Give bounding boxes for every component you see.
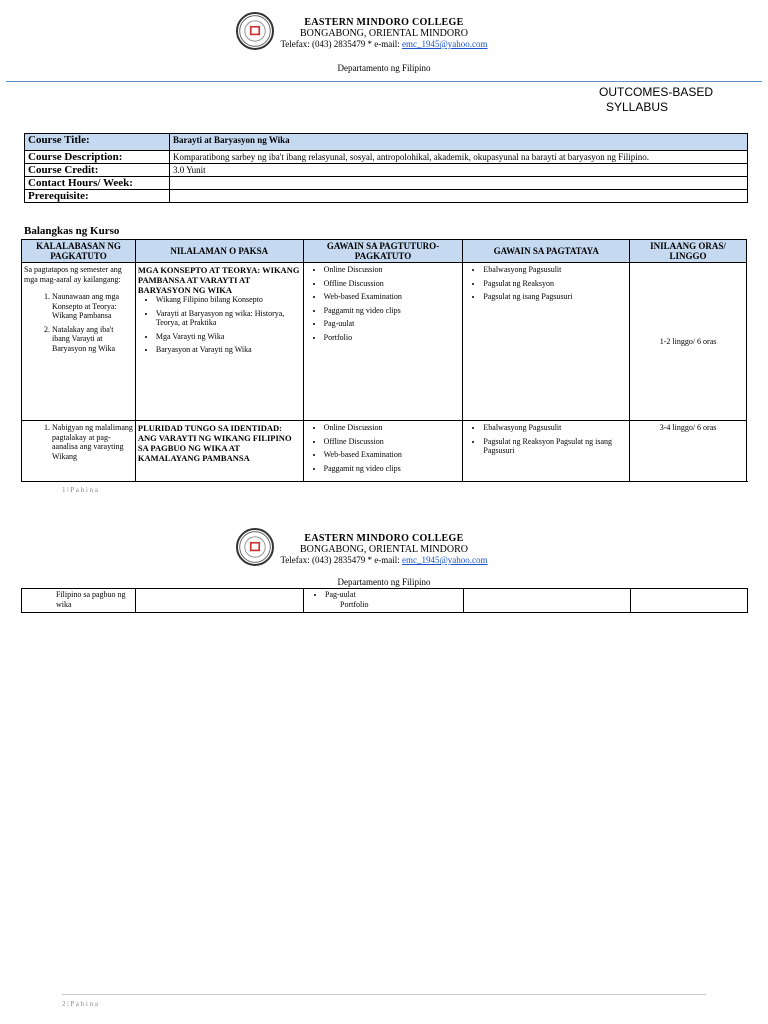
college-contact	[0, 555, 768, 566]
course-info-row	[25, 190, 748, 203]
assessment-cell	[464, 589, 631, 613]
outline-row	[22, 263, 747, 421]
activity-item: • Pag-uulat	[325, 590, 460, 600]
course-title-label: Course Title:	[25, 134, 170, 151]
contact-hours-value	[170, 177, 748, 190]
email-link[interactable]: emc_1945@yahoo.com	[402, 555, 488, 565]
telefax-text: Telefax: (043) 2835479 * e-mail:	[280, 555, 403, 565]
time-cell: 1-2 linggo/ 6 oras	[630, 263, 747, 421]
header-divider	[6, 81, 762, 82]
outline-row	[22, 421, 747, 483]
course-info-row	[25, 151, 748, 164]
outcome-item: 2. Natalakay ang iba't ibang Varayti at Baryasyon ng Wika	[52, 325, 133, 354]
topic-item: • Wikang Filipino bilang Konsepto	[156, 295, 301, 305]
prerequisite-label: Prerequisite:	[25, 190, 170, 203]
topic-item: • Baryasyon at Varayti ng Wika	[156, 345, 301, 355]
activity-item: • Offline Discussion	[324, 437, 461, 447]
assessment-cell	[463, 263, 630, 421]
syllabus-label-line1: OUTCOMES-BASED	[599, 85, 714, 99]
course-info-row	[25, 134, 748, 151]
course-description-label: Course Description:	[25, 151, 170, 164]
course-credit-label: Course Credit:	[25, 164, 170, 177]
course-info-table	[24, 133, 748, 203]
header-content: NILALAMAN O PAKSA	[135, 240, 303, 263]
activity-item: • Offline Discussion	[324, 279, 461, 289]
course-outline-table	[21, 239, 747, 482]
outcomes-cell	[22, 263, 136, 421]
header-teaching-activities: GAWAIN SA PAGTUTURO-PAGKATUTO	[303, 240, 463, 263]
continuation-table	[21, 588, 748, 613]
assessment-item: • Pagsulat ng Reaksyon Pagsulat ng isang Pagsusuri	[483, 437, 627, 456]
activity-item: Portfolio	[340, 600, 369, 609]
course-description-value: Komparatibong sarbey ng iba't ibang relasyunal, sosyal, antropolohikal, akademik, okupasyunal na barayti at baryasyon ng Filipino.	[170, 151, 748, 164]
topic-item: • Varayti at Baryasyon ng wika: Historya, Teorya, at Praktika	[156, 309, 301, 328]
topic-heading: MGA KONSEPTO AT TEORYA: WIKANG PAMBANSA AT VARAYTI AT BARYASYON NG WIKA	[137, 265, 300, 295]
outcomes-cell	[22, 421, 136, 483]
email-link[interactable]: emc_1945@yahoo.com	[402, 39, 488, 49]
college-contact	[0, 39, 768, 50]
department-name: Departamento ng Filipino	[337, 577, 431, 587]
content-cell	[135, 263, 303, 421]
college-address: BONGABONG, ORIENTAL MINDORO	[300, 544, 468, 555]
assessment-item: • Ebalwasyong Pagsusulit	[483, 265, 627, 275]
assessment-item: • Ebalwasyong Pagsusulit	[483, 423, 627, 433]
content-cell	[136, 589, 304, 613]
activities-cell	[304, 589, 464, 613]
course-title-value: Barayti at Baryasyon ng Wika	[170, 134, 748, 151]
header-outcomes: KALALABASAN NG PAGKATUTO	[22, 240, 136, 263]
assessment-item: • Pagsulat ng isang Pagsusuri	[483, 292, 627, 302]
course-credit-value: 3.0 Yunit	[170, 164, 748, 177]
outline-row	[22, 589, 748, 613]
header-assessment: GAWAIN SA PAGTATAYA	[463, 240, 630, 263]
page1-footer: 1 | P a h i n a	[62, 486, 98, 492]
college-name: EASTERN MINDORO COLLEGE	[304, 533, 464, 544]
telefax-text: Telefax: (043) 2835479 * e-mail:	[280, 39, 403, 49]
section-title: Balangkas ng Kurso	[24, 225, 120, 237]
activities-cell	[303, 421, 463, 483]
footer-divider	[62, 994, 706, 995]
activity-item: • Pag-uulat	[324, 319, 461, 329]
activity-item: • Portfolio	[324, 333, 461, 343]
department-name: Departamento ng Filipino	[337, 63, 431, 73]
topic-item: • Mga Varayti ng Wika	[156, 332, 301, 342]
outcome-intro: Sa pagtatapos ng semester ang mga mag-aaral ay kailangang:	[24, 265, 122, 284]
outcome-item: 1. Naunawaan ang mga Konsepto at Teorya: Wikang Pambansa	[52, 292, 133, 321]
time-cell: 3-4 linggo/ 6 oras	[630, 421, 747, 483]
table-bottom-border	[21, 481, 748, 482]
time-cell	[631, 589, 748, 613]
activity-item: • Paggamit ng video clips	[324, 464, 461, 474]
page2-footer: 2 | P a h i n a	[62, 1000, 98, 1008]
content-cell	[135, 421, 303, 483]
activity-item: • Web-based Examination	[324, 292, 461, 302]
header-time-allotment: INILAANG ORAS/ LINGGO	[630, 240, 747, 263]
college-name: EASTERN MINDORO COLLEGE	[304, 17, 464, 28]
activity-item: • Online Discussion	[324, 265, 461, 275]
outcome-item: 1. Nabigyan ng malalimang pagtalakay at pag-aanalisa ang varayting Wikang	[52, 423, 133, 461]
contact-hours-label: Contact Hours/ Week:	[25, 177, 170, 190]
activity-item: • Paggamit ng video clips	[324, 306, 461, 316]
college-address: BONGABONG, ORIENTAL MINDORO	[300, 28, 468, 39]
assessment-item: • Pagsulat ng Reaksyon	[483, 279, 627, 289]
syllabus-label-line2: SYLLABUS	[606, 100, 669, 114]
outline-header-row	[22, 240, 747, 263]
outline-table-clip	[21, 239, 748, 482]
activity-item: • Online Discussion	[324, 423, 461, 433]
prerequisite-value	[170, 190, 748, 203]
course-info-row	[25, 177, 748, 190]
activity-item: • Web-based Examination	[324, 450, 461, 460]
activities-cell	[303, 263, 463, 421]
topic-heading: PLURIDAD TUNGO SA IDENTIDAD: ANG VARAYTI NG WIKANG FILIPINO SA PAGBUO NG WIKA AT KAMALAYANG PAMBANSA	[137, 423, 292, 463]
course-info-row	[25, 164, 748, 177]
outcomes-cell: Filipino sa pagbuo ng wika	[22, 589, 136, 613]
assessment-cell	[463, 421, 630, 483]
